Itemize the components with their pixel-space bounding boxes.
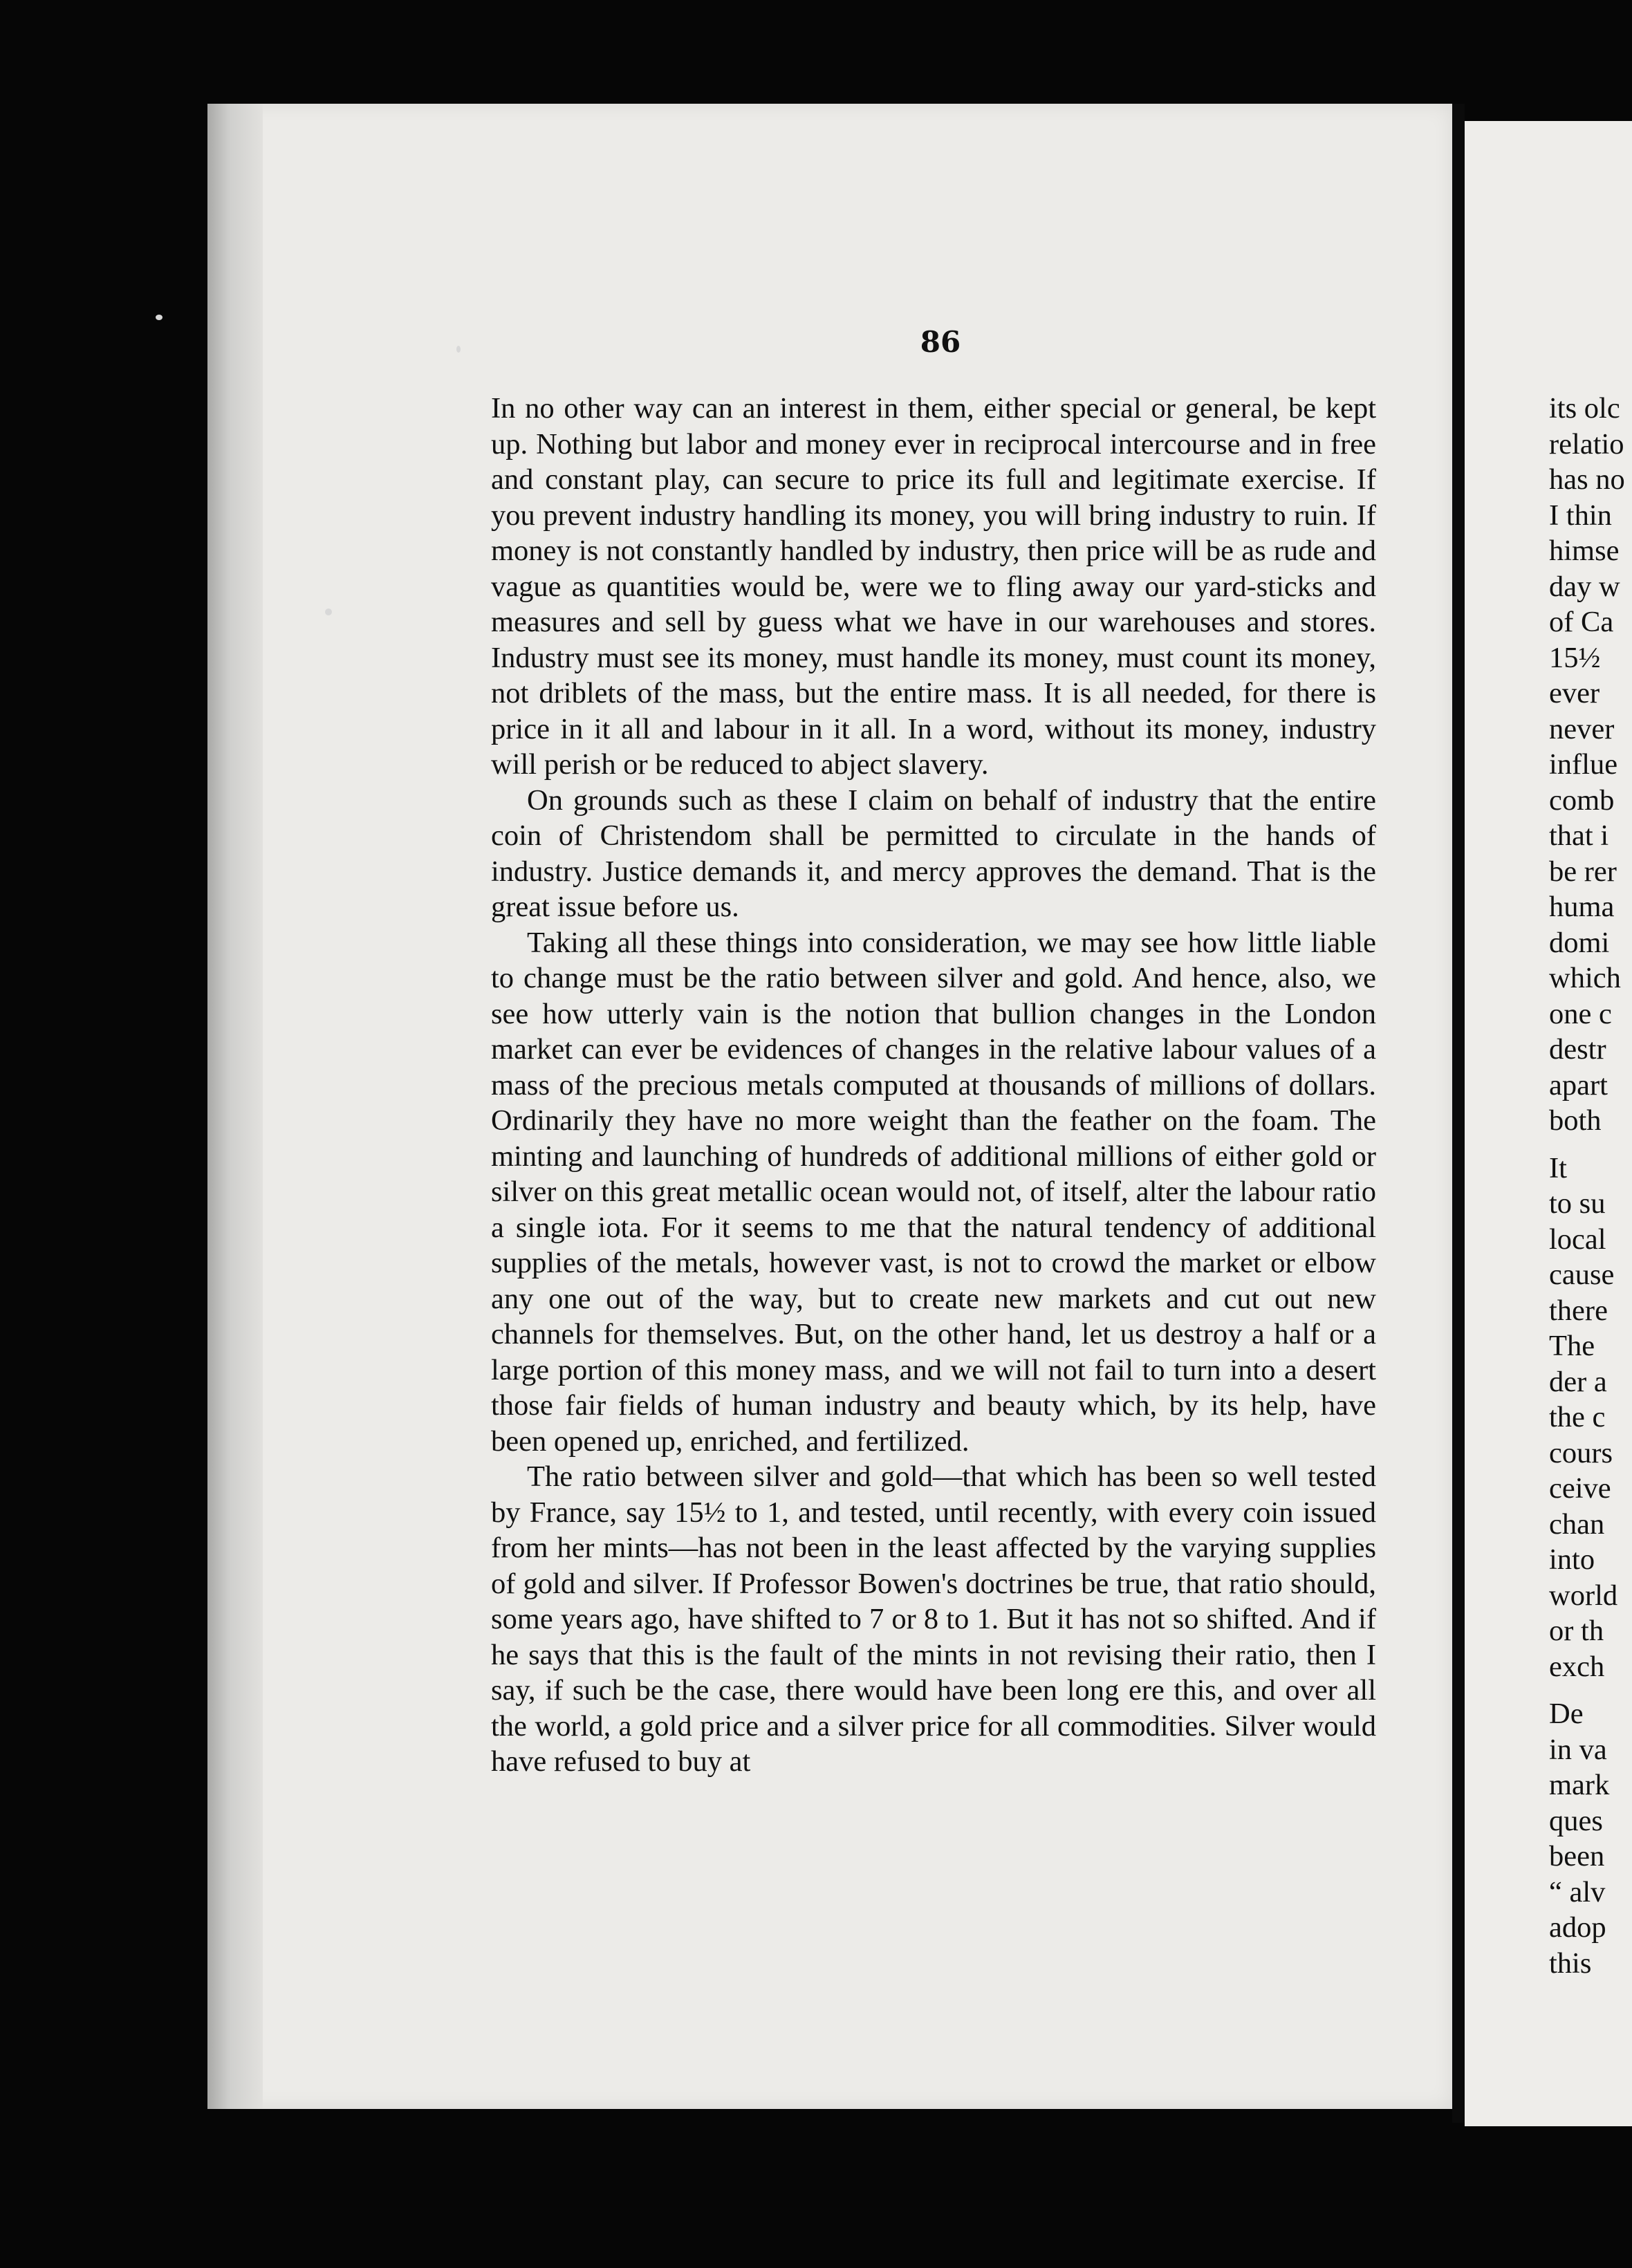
right-page-line: mark [1549, 1769, 1610, 1801]
right-page-line: der a [1549, 1365, 1607, 1398]
right-page-line: exch [1549, 1650, 1605, 1683]
right-page-line: into [1549, 1543, 1595, 1576]
right-page-line: cours [1549, 1436, 1613, 1469]
right-page-text-fragments [1549, 391, 1632, 1981]
right-page-line: relatio [1549, 427, 1624, 461]
book-gutter [1452, 104, 1465, 2123]
right-page-line: one c [1549, 997, 1612, 1030]
right-page-line: apart [1549, 1068, 1608, 1102]
right-page-line: comb [1549, 783, 1615, 817]
right-page-line: to su [1549, 1187, 1606, 1220]
right-page-line: or th [1549, 1615, 1604, 1647]
paragraph-4: The ratio between silver and gold—that which has been so well tested by France, say 15½ to 1, and tested, until recently, with every coin issued from her mints—has not been in the least affected by the varying supplies of gold and silver. If Professor Bowen's doctrines be true, that ratio should, some years ago, have shifted to 7 or 8 to 1. But it has not so shifted. And if he says that this is the fault of the mints in not revising their ratio, then I say, if such be the case, there would have been long ere this, and over all the world, a gold price and a silver price for all commodities. Silver would have refused to buy at [491, 1460, 1376, 1778]
page-stack-edge [207, 104, 263, 2109]
right-page-line: which [1549, 962, 1621, 994]
right-page-line: adop [1549, 1911, 1606, 1944]
right-page-line: huma [1549, 891, 1615, 923]
right-page-line: 15½ [1549, 641, 1601, 674]
right-page-line: this [1549, 1946, 1592, 1980]
right-page-line: It [1549, 1151, 1567, 1184]
paragraph-2: On grounds such as these I claim on behalf of industry that the entire coin of Christendom shall be permitted to circulate in the hands of industry. Justice demands it, and mercy approves the demand. That is the great issue before us. [491, 783, 1376, 923]
right-page-line: himse [1549, 535, 1620, 567]
right-page-line: cause [1549, 1258, 1615, 1291]
paragraph-3: Taking all these things into consideration, we may see how little liable to change must be the ratio between silver and gold. And hence, also, we see how utterly vain is the notion that bullion changes in the London market can ever be evidences of changes in the relative labour values of a mass of the precious metals computed at thousands of millions of dollars. Ordinarily they have no more weight than the feather on the foam. The minting and launching of hundreds of additional millions of either gold or silver on this great metallic ocean would not, of itself, alter the labour ratio a single iota. For it seems to me that the natural tendency of additional supplies of the metals, however vast, is not to crowd the market or elbow any one out of the way, but to create new markets and cut out new channels for themselves. But, on the other hand, let us destroy a half or a large portion of this money mass, and we will not fail to turn into a desert those fair fields of human industry and beauty which, by its help, have been opened up, enriched, and fertilized. [491, 926, 1376, 1458]
paragraph-1: In no other way can an interest in them, either special or general, be kept up. Nothing but labor and money ever in reciprocal intercourse and in free and constant play, can secure to price its full and legitimate exercise. If you prevent industry handling its money, you will bring industry to ruin. If money is not constantly handled by industry, then price will be as rude and vague as quantities would be, were we to fling away our yard-sticks and measures and sell by guess what we have in our warehouses and stores. Industry must see its money, must handle its money, must count its money, not driblets of the mass, but the entire mass. It is all needed, for there is price in it all and labour in it all. In a word, without its money, industry will perish or be reduced to abject slavery. [491, 392, 1376, 781]
right-page-line: in va [1549, 1733, 1607, 1766]
right-page-line: of Ca [1549, 606, 1614, 638]
right-page-line: its olc [1549, 392, 1620, 425]
scan-speck [456, 346, 461, 353]
right-page-line: De [1549, 1698, 1584, 1730]
scan-speck [325, 608, 332, 615]
right-page-line: never [1549, 712, 1615, 745]
right-page-line: ever [1549, 677, 1600, 709]
right-page-line: domi [1549, 926, 1610, 959]
right-page-line: influe [1549, 748, 1618, 781]
right-page-line: The [1549, 1330, 1595, 1362]
scan-speck [156, 315, 163, 320]
right-page-line: ques [1549, 1804, 1603, 1837]
right-page-line: there [1549, 1294, 1608, 1327]
right-page-line: world [1549, 1579, 1618, 1612]
right-page-line: been [1549, 1840, 1605, 1872]
right-page-line: “ alv [1549, 1875, 1606, 1908]
right-page-line: ceive [1549, 1472, 1611, 1505]
right-page-line: the c [1549, 1401, 1606, 1433]
right-page-line: destr [1549, 1033, 1606, 1066]
right-page-line: that i [1549, 819, 1609, 852]
right-page-line: be rer [1549, 855, 1617, 888]
right-page-line: has no [1549, 463, 1625, 496]
page-body-text [491, 391, 1376, 1780]
right-page-line: both [1549, 1104, 1602, 1137]
right-page-line: local [1549, 1223, 1606, 1256]
right-page-line: day w [1549, 570, 1620, 603]
right-page-line: I thin [1549, 499, 1612, 532]
right-page-line: chan [1549, 1507, 1605, 1541]
page-number: 86 [920, 325, 961, 359]
paragraph-gap [1549, 1684, 1632, 1696]
paragraph-gap [1549, 1139, 1632, 1151]
